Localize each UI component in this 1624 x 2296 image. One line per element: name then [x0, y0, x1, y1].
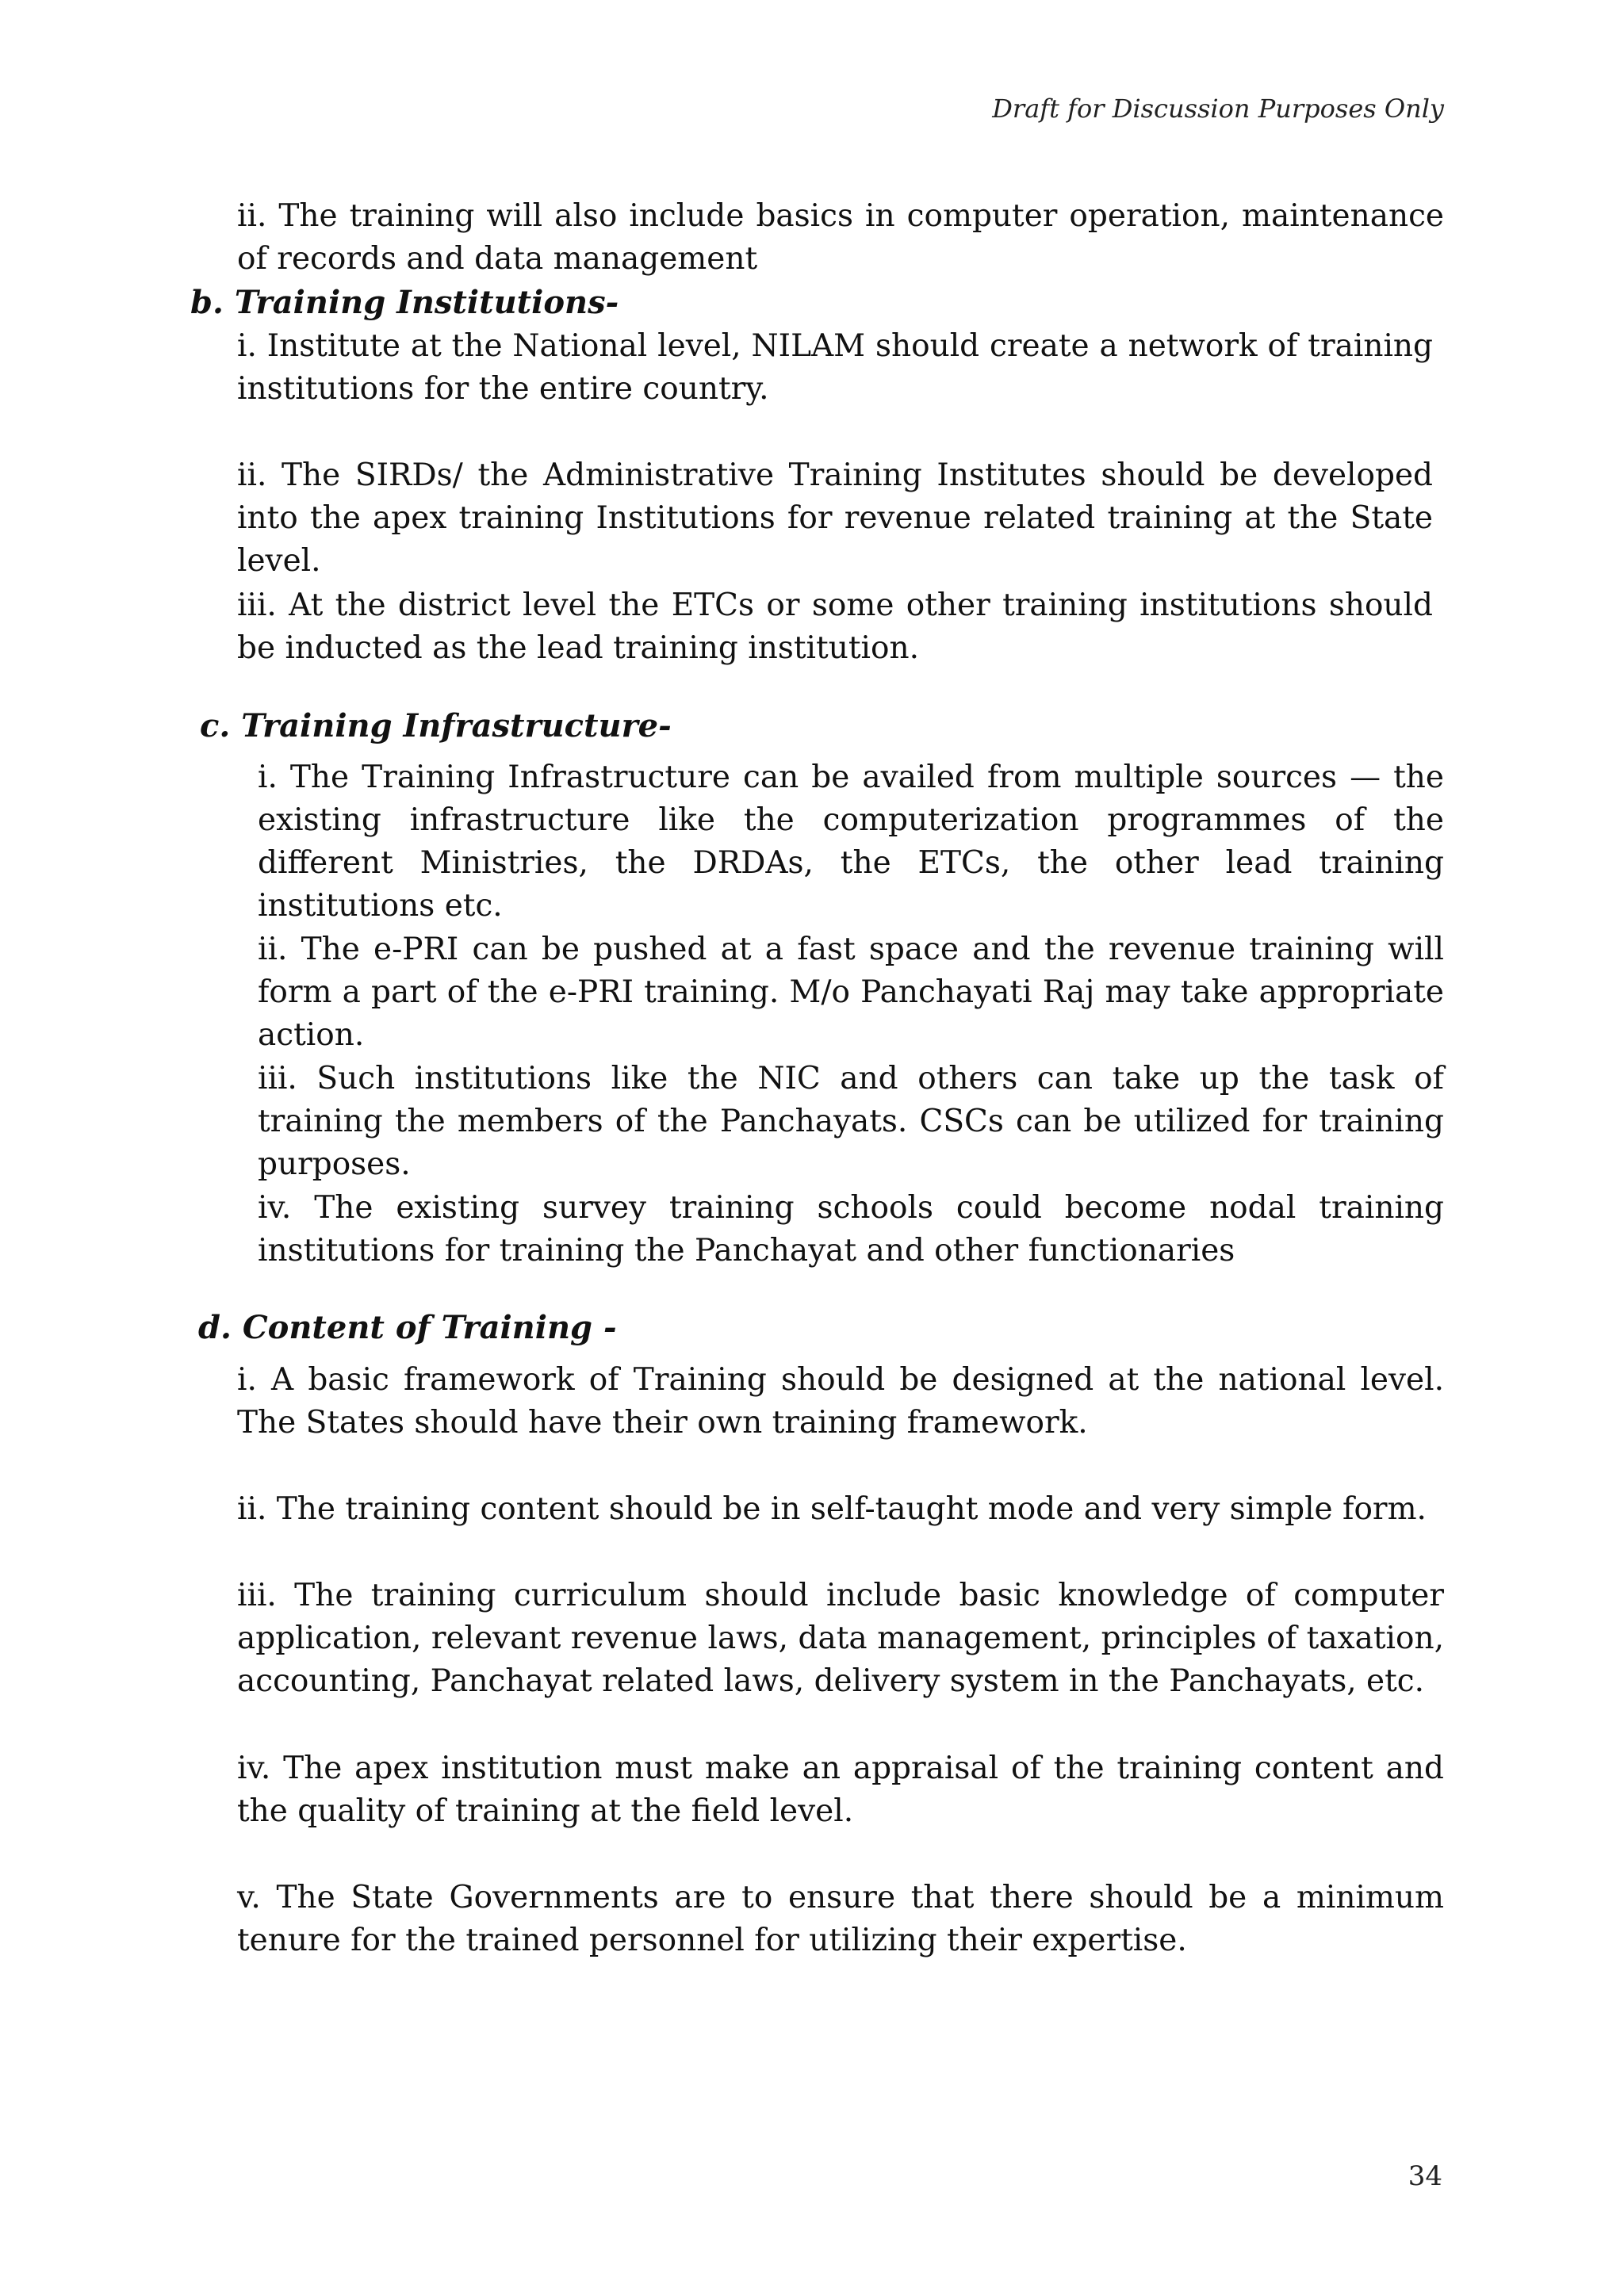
paragraph-b-i: i. Institute at the National level, NILAM should create a network of training institutions for the entire country.	[237, 328, 1433, 407]
paragraph-d-v: v. The State Governments are to ensure that there should be a minimum tenure for the trained personnel for utilizing their expertise.	[237, 1880, 1444, 1958]
paragraph-a-ii: ii. The training will also include basics in computer operation, maintenance of records and data management	[237, 198, 1444, 277]
heading-c: c. Training Infrastructure-	[200, 707, 672, 744]
paragraph-c-i: i. The Training Infrastructure can be availed from multiple sources — the existing infrastructure like the computerization programmes of the different Ministries, the DRDAs, the ETCs, the other lead training institutions etc.	[258, 760, 1444, 924]
paragraph-c-iii: iii. Such institutions like the NIC and others can take up the task of training the members of the Panchayats. CSCs can be utilized for training purposes.	[258, 1061, 1444, 1182]
paragraph-c-ii: ii. The e-PRI can be pushed at a fast space and the revenue training will form a part of the e-PRI training. M/o Panchayati Raj may take appropriate action.	[258, 932, 1444, 1053]
heading-d: d. Content of Training -	[198, 1309, 617, 1346]
paragraph-b-ii: ii. The SIRDs/ the Administrative Training Institutes should be developed into the apex training Institutions for revenue related training at the State level.	[237, 457, 1433, 579]
page-header: Draft for Discussion Purposes Only	[992, 94, 1444, 124]
paragraph-b-iii: iii. At the district level the ETCs or some other training institutions should be inducted as the lead training institution.	[237, 587, 1433, 666]
paragraph-d-ii: ii. The training content should be in self-taught mode and very simple form.	[237, 1491, 1427, 1527]
heading-b-letter: b	[190, 284, 213, 321]
paragraph-d-iv: iv. The apex institution must make an appraisal of the training content and the quality of training at the field level.	[237, 1751, 1444, 1829]
paragraph-c-iv: iv. The existing survey training schools could become nodal training institutions for training the Panchayat and other functionaries	[258, 1190, 1444, 1269]
paragraph-d-iii: iii. The training curriculum should include basic knowledge of computer application, relevant revenue laws, data management, principles of taxation, accounting, Panchayat related laws, delivery system in the Panchayats, etc.	[237, 1578, 1444, 1699]
paragraph-d-i: i. A basic framework of Training should be designed at the national level. The States should have their own training framework.	[237, 1362, 1444, 1441]
page-number: 34	[1408, 2160, 1442, 2192]
heading-b-text: . Training Institutions-	[212, 284, 619, 321]
heading-b	[190, 281, 619, 324]
